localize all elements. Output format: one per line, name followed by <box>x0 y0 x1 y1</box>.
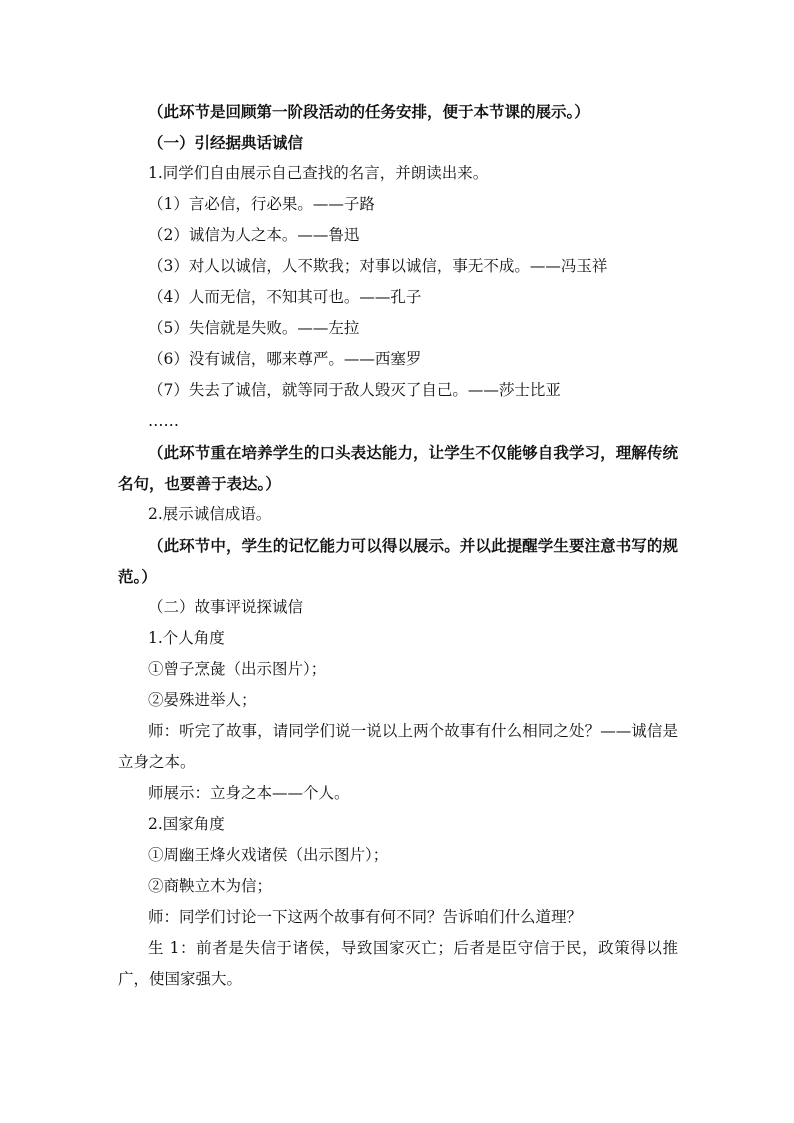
teacher-question-2: 师：同学们讨论一下这两个故事有何不同？告诉咱们什么道理？ <box>148 908 583 926</box>
section-heading-1: （一）引经据典话诚信 <box>148 133 304 152</box>
quote-item-1: （1）言必信，行必果。——子路 <box>148 195 375 213</box>
quote-item-5: （5）失信就是失败。——左拉 <box>148 319 360 337</box>
story-item-1: ①曾子烹彘（出示图片）； <box>148 660 327 678</box>
quote-item-7: （7）失去了诚信，就等同于敌人毁灭了自己。——莎士比亚 <box>148 381 561 399</box>
note-oral-expression: （此环节重在培养学生的口头表达能力，让学生不仅能够自我学习，理解传统名句，也要善于表达。） <box>118 443 678 493</box>
story-item-4: ②商鞅立木为信； <box>148 877 273 895</box>
section-heading-2: （二）故事评说探诚信 <box>148 598 304 616</box>
story-item-2: ②晏殊进举人； <box>148 691 257 709</box>
quote-item-3: （3）对人以诚信，人不欺我；对事以诚信，事无不成。——冯玉祥 <box>148 257 608 275</box>
note-memory-ability: （此环节中，学生的记忆能力可以得以展示。并以此提醒学生要注意书写的规范。） <box>118 536 678 586</box>
teacher-summary-1: 师展示：立身之本——个人。 <box>148 784 350 802</box>
story-item-3: ①周幽王烽火戏诸侯（出示图片）； <box>148 846 389 864</box>
subsection-national: 2.国家角度 <box>148 815 225 833</box>
quote-item-2: （2）诚信为人之本。——鲁迅 <box>148 226 360 244</box>
ellipsis: …… <box>148 412 179 430</box>
note-review-stage: （此环节是回顾第一阶段活动的任务安排，便于本节课的展示。） <box>148 102 590 121</box>
quote-item-4: （4）人而无信，不知其可也。——孔子 <box>148 288 422 306</box>
document-body <box>118 96 678 995</box>
step-1-quotes: 1.同学们自由展示自己查找的名言，并朗读出来。 <box>148 164 489 182</box>
teacher-question-1: 师：听完了故事，请同学们说一说以上两个故事有什么相同之处？——诚信是立身之本。 <box>118 722 678 771</box>
student-answer-1: 生 1：前者是失信于诸侯，导致国家灭亡；后者是臣守信于民，政策得以推广，使国家强大。 <box>118 939 678 988</box>
quote-item-6: （6）没有诚信，哪来尊严。——西塞罗 <box>148 350 422 368</box>
subsection-personal: 1.个人角度 <box>148 629 225 647</box>
step-2-idioms: 2.展示诚信成语。 <box>148 505 272 523</box>
